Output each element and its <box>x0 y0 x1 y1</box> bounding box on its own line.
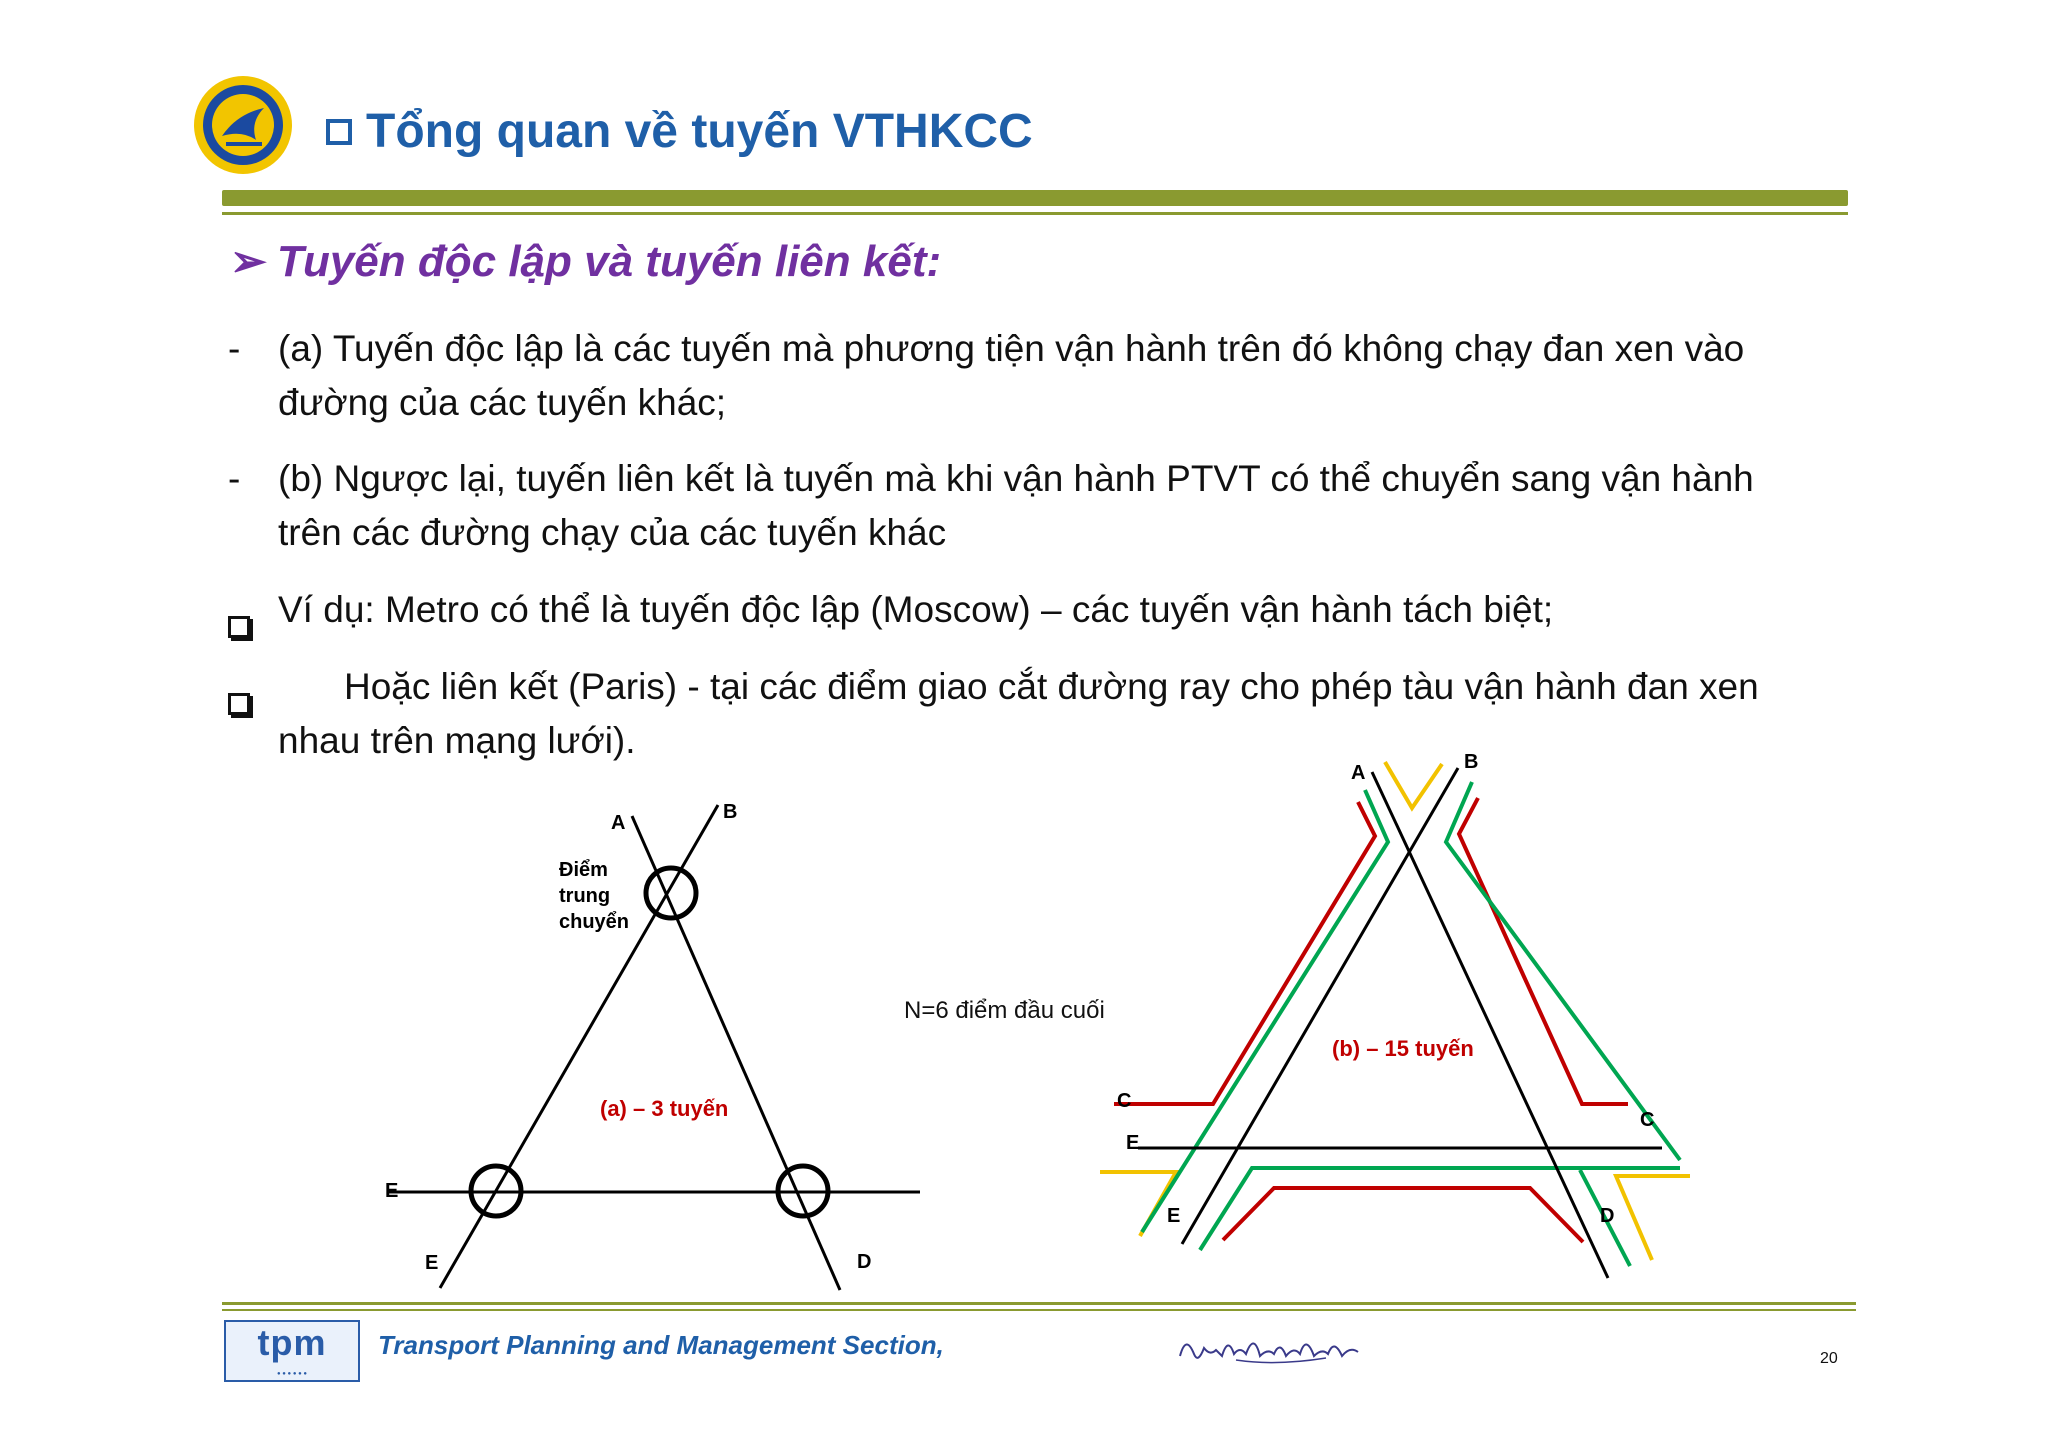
footer-rule <box>222 1302 1856 1305</box>
route-line-yellow <box>1385 762 1442 808</box>
terminal-label-c-left: C <box>1117 1090 1132 1112</box>
footer-text: Transport Planning and Management Section, <box>378 1330 944 1360</box>
diagram-linked-routes <box>1100 762 1690 1278</box>
page-number: 20 <box>1820 1350 1838 1367</box>
terminal-label-e: E <box>425 1252 439 1274</box>
transfer-point-label: trung <box>559 885 611 907</box>
route-line-black <box>1372 772 1608 1278</box>
tpm-logo <box>224 1320 360 1382</box>
route-line-green <box>1446 782 1680 1160</box>
author-signature <box>1176 1326 1376 1376</box>
terminal-label-a: A <box>611 812 626 834</box>
terminal-label-e-top: E <box>1126 1132 1140 1154</box>
dash-marker: - <box>228 328 241 369</box>
terminal-label-e: E <box>1167 1205 1181 1227</box>
route-line-yellow <box>1616 1176 1690 1260</box>
route-line-yellow <box>1100 1172 1176 1236</box>
diagram-b-caption: (b) – 15 tuyến <box>1332 1036 1474 1061</box>
dash-marker: - <box>228 458 241 499</box>
terminal-label-d: D <box>857 1251 872 1273</box>
route-line-green <box>1142 790 1388 1232</box>
bullet-text: Ví dụ: Metro có thể là tuyến độc lập (Moscow) – các tuyến vận hành tách biệt; <box>278 589 1554 630</box>
tpm-logo-text: tpm <box>257 1322 327 1363</box>
arrow-bullet-icon: ➢ <box>230 237 267 286</box>
route-line-black <box>1182 768 1458 1244</box>
transfer-point-label: Điểm <box>559 859 608 881</box>
slide-title-text: Tổng quan về tuyến VTHKCC <box>366 105 1033 158</box>
diagram-independent-routes <box>388 805 920 1290</box>
terminal-label-c-right: C <box>1640 1109 1655 1131</box>
diagram-a-caption: (a) – 3 tuyến <box>600 1096 729 1121</box>
terminal-label-e-top: E <box>385 1180 399 1202</box>
bullet-text: Hoặc liên kết (Paris) - tại các điểm giao cắt đường ray cho phép tàu vận hành đan xen nhau trên mạng lưới). <box>278 666 1759 761</box>
terminal-count-note: N=6 điểm đầu cuối <box>904 997 1105 1024</box>
transfer-point-circle <box>646 868 696 918</box>
terminal-label-b: B <box>1464 751 1479 773</box>
route-line-red <box>1223 1188 1583 1242</box>
terminal-label-b: B <box>723 801 738 823</box>
bullet-text: (b) Ngược lại, tuyến liên kết là tuyến mà khi vận hành PTVT có thể chuyển sang vận hành trên các đường chạy của các tuyến khác <box>278 458 1754 553</box>
terminal-label-a: A <box>1351 762 1366 784</box>
footer-rule-thin <box>222 1309 1856 1311</box>
section-subtitle-text: Tuyến độc lập và tuyến liên kết: <box>276 237 942 286</box>
transfer-point-label: chuyển <box>559 911 630 933</box>
bullet-text: (a) Tuyến độc lập là các tuyến mà phương tiện vận hành trên đó không chạy đan xen vào đường của các tuyến khác; <box>278 328 1745 423</box>
terminal-label-d: D <box>1600 1205 1615 1227</box>
route-line-a-d <box>632 816 840 1290</box>
tpm-logo-dots: ● ● ● ● ● ● <box>276 1371 308 1377</box>
